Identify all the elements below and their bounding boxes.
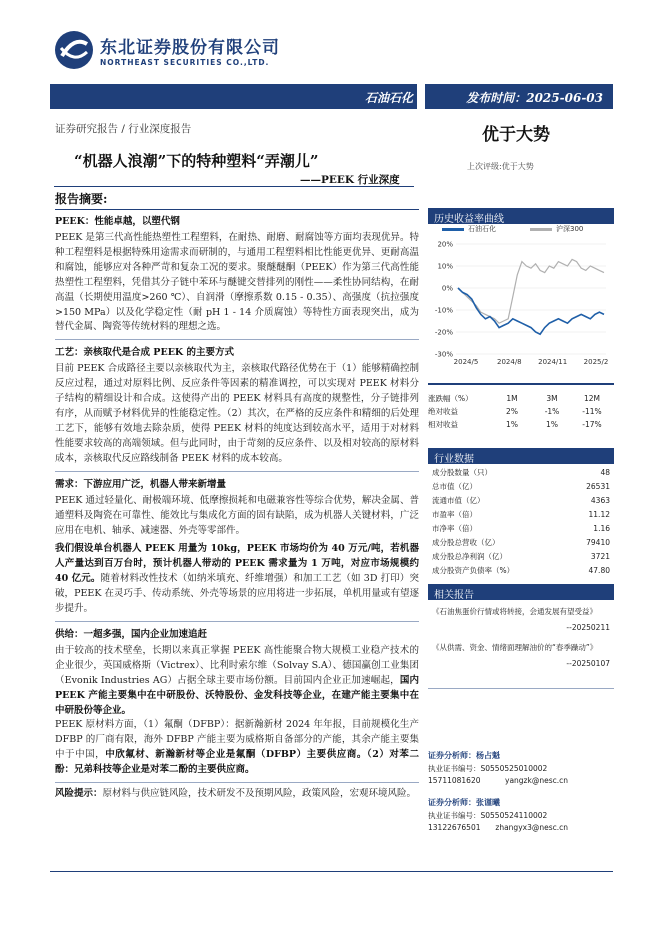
company-logo [54,30,280,70]
related-report-date: --20250211 [566,623,610,632]
related-report-date: --20250107 [566,659,610,668]
industry-label: 成分股资产负债率（%） [432,565,515,575]
industry-value: 1.16 [593,524,610,533]
industry-row [428,563,614,577]
logo-icon [54,30,94,70]
legend-label-sector: 石油石化 [468,225,496,233]
related-report-link[interactable]: 《从供需、资金、情绪面理解油价的“春季躁动”》 [432,643,598,652]
company-name-cn: 东北证券股份有限公司 [100,38,280,58]
industry-label: 成分股总净利润（亿） [432,551,507,561]
perf-header-cell: 3M [546,394,558,403]
section-paragraph: PEEK 通过轻量化、耐极端环境、低摩擦损耗和电磁兼容性等综合优势，解决金属、普通塑料及陶瓷在可靠性、能效比与集成化方面的固有缺陷，成为机器人关键材料，广泛应用在电机、轴承、减速器、外壳等零部件。 [55,494,419,536]
footer-divider [50,871,613,872]
perf-row-relative [428,418,614,431]
analyst-cert: 执业证书编号：S0550524110002 [428,810,548,820]
industry-row [428,522,614,536]
report-subtitle: ——PEEK 行业深度 [300,174,400,186]
industry-row [428,480,614,494]
abstract-column [55,190,419,806]
industry-label: 成分股数量（只） [432,468,492,478]
perf-cell: -11% [582,407,602,416]
history-chart [428,220,614,380]
analyst-name: 证券分析师：杨占魁 [428,751,500,760]
perf-cell: 2% [506,407,518,416]
section-paragraph-mixed [55,644,419,778]
supply-p2-bold: 中欣氟材、新瀚新材等企业是氟酮（DFBP）主要供应商。（2）对苯二酚：兄弟科技等企业是对苯二酚的主要供应商。 [55,749,419,776]
industry-value: 3721 [590,551,610,561]
section-paragraph: PEEK 是第三代高性能热塑性工程塑料，在耐热、耐磨、耐腐蚀等方面均表现优异。特种工程塑料是根据特殊用途需求而研制的，与通用工程塑料相比性能更优异、更耐高温和腐蚀，能够应对各种严苛和复杂工况的要求。聚醚醚酮（PEEK）作为第三代高性能热塑性工程塑料，凭借其分子链中苯环与醚键交替排列的刚性——柔性协同结构，在耐高温（长期使用温度>260 ℃）、自润滑（摩擦系数 0.15 - 0.35）、高强度（抗拉强度>150 MPa）以及化学稳定性（耐 pH 1 - 14 介质腐蚀）等特性方面表现突出，成为替代金属、陶瓷等传统材料的理想之选。 [55,232,419,333]
risk-paragraph [55,787,419,802]
analyst-contact [428,822,614,835]
legend-label-index: 沪深300 [556,225,584,233]
rating: 优于大势 [482,125,550,145]
section-heading-demand: 需求：下游应用广泛，机器人带来新增量 [55,478,227,490]
section-divider [55,621,419,622]
supply-p2: PEEK 原材料方面，（1）氟酮（DFBP）：据新瀚新材 2024 年年报，目前规模化生产 DFBP 的厂商有限，海外 DFBP 产能主要为威格斯自备部分的产能，其余产能主要集中于中国， [55,719,419,761]
x-tick-label: 2024/11 [538,358,568,366]
industry-row [428,549,614,563]
sector-label: 石油石化 [364,91,413,105]
analyst-contact [428,775,614,788]
section-heading-process: 工艺：亲核取代是合成 PEEK 的主要方式 [55,347,234,359]
performance-table [428,392,614,431]
industry-value: 11.12 [588,510,610,520]
legend-swatch-index [530,228,552,231]
analyst-card [428,797,614,835]
chart-plot [428,220,614,380]
history-chart-header: 历史收益率曲线 [428,208,614,224]
supply-p1-bold: 国内 PEEK 产能主要集中在中研股份、沃特股份、金发科技等企业，在建产能主要集中在中研股份等企业。 [55,674,419,716]
analyst-card [428,750,614,788]
risk-heading: 风险提示： [55,788,103,800]
industry-row [428,508,614,522]
perf-top-rule [428,383,614,385]
analyst-phone: 15711081620 [428,776,481,785]
industry-label: 流通市值（亿） [432,496,485,506]
analyst-name: 证券分析师：张谨曦 [428,798,500,807]
y-tick-label: -10% [434,306,453,315]
risk-text: 原材料与供应链风险，技术研发不及预期风险，政策风险，宏观环境风险。 [102,788,417,800]
report-title: “机器人浪潮”下的特种塑料“弄潮儿” [74,152,319,170]
related-divider [428,688,614,689]
perf-header-cell: 涨跌幅（%） [428,394,473,403]
section-heading-supply: 供给：一超多强，国内企业加速追赶 [55,628,208,640]
analyst-email[interactable]: yangzk@nesc.cn [505,776,568,785]
x-tick-label: 2024/8 [497,358,522,366]
demand-tail: 随着材料改性技术（如纳米填充、纤维增强）和加工工艺（如 3D 打印）突破，PEEK 在灵巧手、传动系统、外壳等场景的应用将进一步拓展，单机用量或有望逐步提升。 [55,573,420,615]
y-tick-label: -20% [434,328,453,337]
demand-estimate-bold: 我们假设单台机器人 PEEK 用量为 10kg，PEEK 市场均价为 40 万元/吨，若机器人产量达到百万台时，预计机器人带动的 PEEK 需求量为 1 万吨，对应市场规模约 40 亿元。 [55,543,419,585]
industry-row [428,466,614,480]
previous-rating: 上次评级:优于大势 [467,162,534,171]
abstract-divider [55,209,419,210]
industry-value: 48 [600,468,610,478]
perf-cell: 相对收益 [428,420,458,429]
perf-header-cell: 12M [583,394,600,403]
analyst-phone: 13122676501 [428,823,481,832]
y-tick-label: -30% [434,350,453,359]
industry-data-header: 行业数据 [428,448,614,464]
industry-label: 市盈率（倍） [432,510,477,520]
industry-label: 成分股总营收（亿） [432,537,500,547]
supply-p1: 由于较高的技术壁垒，长期以来真正掌握 PEEK 高性能聚合物大规模工业稳产技术的企业很少，英国威格斯（Victrex）、比利时索尔维（Solvay S.A）、德国赢创工业集团（Evonik Industries AG）占据全球主要市场份额。目前国内企业正加速崛起， [55,644,419,686]
report-type-path: 证券研究报告 / 行业深度报告 [55,123,192,135]
perf-header-row [428,392,614,405]
x-tick-label: 2025/2 [583,358,609,366]
industry-value: 4363 [590,496,610,506]
publish-time: 发布时间：2025-06-03 [466,91,603,105]
perf-cell: 1% [546,420,558,429]
y-tick-label: 10% [437,262,453,271]
company-name-en: NORTHEAST SECURITIES CO.,LTD. [100,58,270,67]
section-paragraph-mixed [55,542,419,617]
industry-label: 总市值（亿） [432,482,477,492]
related-reports [428,600,614,689]
industry-value: 79410 [586,537,610,547]
y-tick-label: 20% [437,240,453,249]
industry-data-table [428,466,614,577]
perf-cell: 绝对收益 [428,407,458,416]
perf-cell: -1% [544,407,560,416]
legend-item-sector [442,224,496,234]
analyst-cert: 执业证书编号：S0550525010002 [428,763,548,773]
section-divider [55,471,419,472]
perf-row-absolute [428,405,614,418]
industry-value: 47.80 [588,565,610,575]
abstract-heading: 报告摘要: [55,192,108,206]
related-reports-header: 相关报告 [428,584,614,600]
section-paragraph: 目前 PEEK 合成路径主要以亲核取代为主，亲核取代路径优势在于（1）能够精确控制反应过程，通过对原料比例、反应条件等因素的精准调控，可以实现对 PEEK 材料分子结构的精细设计和合成。这使得产出的 PEEK 材料具有高度的规整性，分子链排列有序，从而赋予材料优异的性能稳定性。（2）其次，在严格的反应条件和精细的后处理工艺下，能够有效地去除杂质，使得 PEEK 材料的纯度达到较高水平，适用于对材料性能要求较高的高端领域。但与此同时，由于苛刻的反应条件、以及相对较高的原材料成本，亲核取代反应路线制备 PEEK 材料的成本较高。 [55,363,419,464]
perf-cell: -17% [582,420,602,429]
header-banner [50,84,613,109]
section-divider [55,339,419,340]
industry-row [428,535,614,549]
analyst-email[interactable]: zhangyx3@nesc.cn [495,823,568,832]
title-divider [54,186,414,187]
perf-header-cell: 1M [506,394,518,403]
perf-cell: 1% [506,420,518,429]
section-heading-performance: PEEK：性能卓越，以塑代钢 [55,216,180,227]
section-divider [55,782,419,783]
industry-value: 26531 [586,482,610,492]
legend-item-index [530,224,583,234]
industry-label: 市净率（倍） [432,524,477,533]
legend-swatch-sector [442,228,464,231]
y-tick-label: 0% [441,284,453,293]
related-report-link[interactable]: 《石油焦蛋价行情或将转接，会通发展有望受益》 [432,607,597,616]
x-tick-label: 2024/5 [453,358,479,366]
banner-divider [417,84,425,109]
industry-row [428,494,614,508]
